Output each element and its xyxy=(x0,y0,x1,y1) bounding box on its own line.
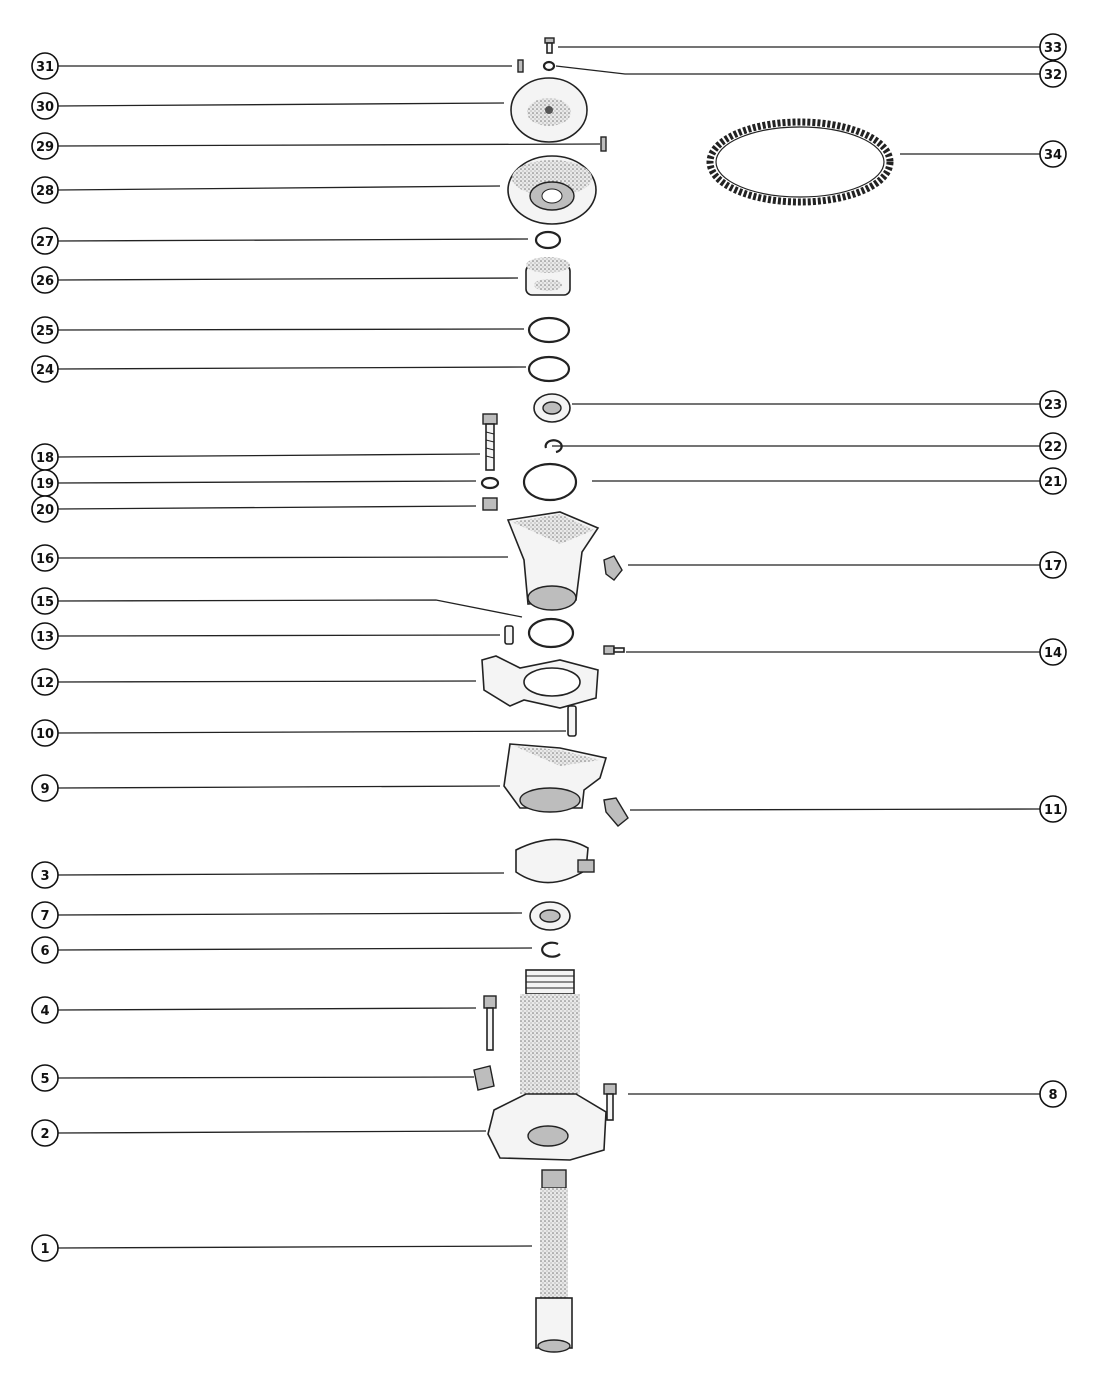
callout-label: 12 xyxy=(35,676,55,691)
part-24-snap-ring xyxy=(529,357,569,381)
callout-25 xyxy=(32,317,58,343)
callout-23 xyxy=(1040,391,1066,417)
part-30-cover-plate xyxy=(511,78,587,142)
callout-label: 14 xyxy=(1043,646,1063,661)
callout-label: 24 xyxy=(35,363,55,378)
callout-label: 8 xyxy=(1048,1088,1058,1103)
callout-3 xyxy=(32,862,58,888)
callout-label: 1 xyxy=(40,1242,50,1257)
callout-12 xyxy=(32,669,58,695)
callout-31 xyxy=(32,53,58,79)
callout-8 xyxy=(1040,1081,1066,1107)
part-16-housing xyxy=(508,512,598,610)
part-4-stud xyxy=(484,996,496,1050)
part-19-washer xyxy=(482,478,498,488)
callout-label: 26 xyxy=(35,274,55,289)
callout-label: 13 xyxy=(35,630,55,645)
callout-label: 20 xyxy=(35,503,55,518)
callout-2 xyxy=(32,1120,58,1146)
callout-20 xyxy=(32,496,58,522)
callout-label: 33 xyxy=(1043,41,1063,56)
callout-label: 19 xyxy=(35,477,55,492)
callout-4 xyxy=(32,997,58,1023)
callout-label: 3 xyxy=(40,869,50,884)
callout-label: 17 xyxy=(1043,559,1063,574)
callout-label: 16 xyxy=(35,552,55,567)
callout-label: 7 xyxy=(40,909,50,924)
callout-label: 21 xyxy=(1043,475,1063,490)
callout-label: 11 xyxy=(1043,803,1063,818)
callout-label: 28 xyxy=(35,184,55,199)
callout-5 xyxy=(32,1065,58,1091)
callout-label: 27 xyxy=(35,235,55,250)
part-20-nut xyxy=(483,498,497,510)
callout-label: 18 xyxy=(35,451,55,466)
part-27-spacer xyxy=(536,232,560,248)
part-13-dowel xyxy=(505,626,513,644)
callout-label: 34 xyxy=(1043,148,1063,163)
callout-11 xyxy=(1040,796,1066,822)
callout-6 xyxy=(32,937,58,963)
part-18-bolt xyxy=(483,414,497,470)
part-17-fitting xyxy=(604,556,622,580)
part-25-retaining-ring xyxy=(529,318,569,342)
part-3-clamp xyxy=(516,839,594,882)
callout-16 xyxy=(32,545,58,571)
callout-9 xyxy=(32,775,58,801)
callout-label: 4 xyxy=(40,1004,50,1019)
callout-label: 23 xyxy=(1043,398,1063,413)
part-26-bearing-cup xyxy=(526,257,570,295)
callout-label: 31 xyxy=(35,60,55,75)
part-15-gasket xyxy=(529,619,573,647)
callout-7 xyxy=(32,902,58,928)
callout-10 xyxy=(32,720,58,746)
callout-label: 22 xyxy=(1043,440,1063,455)
callout-label: 5 xyxy=(40,1072,50,1087)
callout-1 xyxy=(32,1235,58,1261)
callout-label: 10 xyxy=(35,727,55,742)
callout-label: 30 xyxy=(35,100,55,115)
part-7-bearing xyxy=(530,902,570,930)
part-28-pulley xyxy=(508,156,596,224)
callout-26 xyxy=(32,267,58,293)
part-21-o-ring xyxy=(524,464,576,500)
callout-label: 25 xyxy=(35,324,55,339)
callout-27 xyxy=(32,228,58,254)
callout-19 xyxy=(32,470,58,496)
part-23-bearing xyxy=(534,394,570,422)
callout-label: 2 xyxy=(40,1127,50,1142)
part-29-key xyxy=(601,137,606,151)
callout-label: 9 xyxy=(40,782,50,797)
callout-label: 32 xyxy=(1043,68,1063,83)
part-31-pin xyxy=(518,60,523,72)
part-9-housing xyxy=(504,744,606,812)
callout-33 xyxy=(1040,34,1066,60)
callout-30 xyxy=(32,93,58,119)
callout-14 xyxy=(1040,639,1066,665)
callout-13 xyxy=(32,623,58,649)
callout-15 xyxy=(32,588,58,614)
callout-28 xyxy=(32,177,58,203)
part-33-screw xyxy=(545,38,554,53)
part-12-bracket xyxy=(482,656,598,708)
part-10-pin xyxy=(568,706,576,736)
part-11-fitting xyxy=(604,798,628,826)
part-14-screw xyxy=(604,646,624,654)
callout-label: 6 xyxy=(40,944,50,959)
callout-21 xyxy=(1040,468,1066,494)
part-5-nut xyxy=(474,1066,494,1090)
part-2-steering-column xyxy=(488,970,606,1160)
callout-29 xyxy=(32,133,58,159)
callout-label: 15 xyxy=(35,595,55,610)
callout-24 xyxy=(32,356,58,382)
callout-18 xyxy=(32,444,58,470)
callout-32 xyxy=(1040,61,1066,87)
callout-22 xyxy=(1040,433,1066,459)
part-1-shaft xyxy=(536,1170,572,1352)
part-6-ring xyxy=(542,943,560,957)
part-34-drive-belt xyxy=(710,122,890,202)
callout-label: 29 xyxy=(35,140,55,155)
part-32-washer xyxy=(544,62,554,70)
callout-17 xyxy=(1040,552,1066,578)
callout-34 xyxy=(1040,141,1066,167)
